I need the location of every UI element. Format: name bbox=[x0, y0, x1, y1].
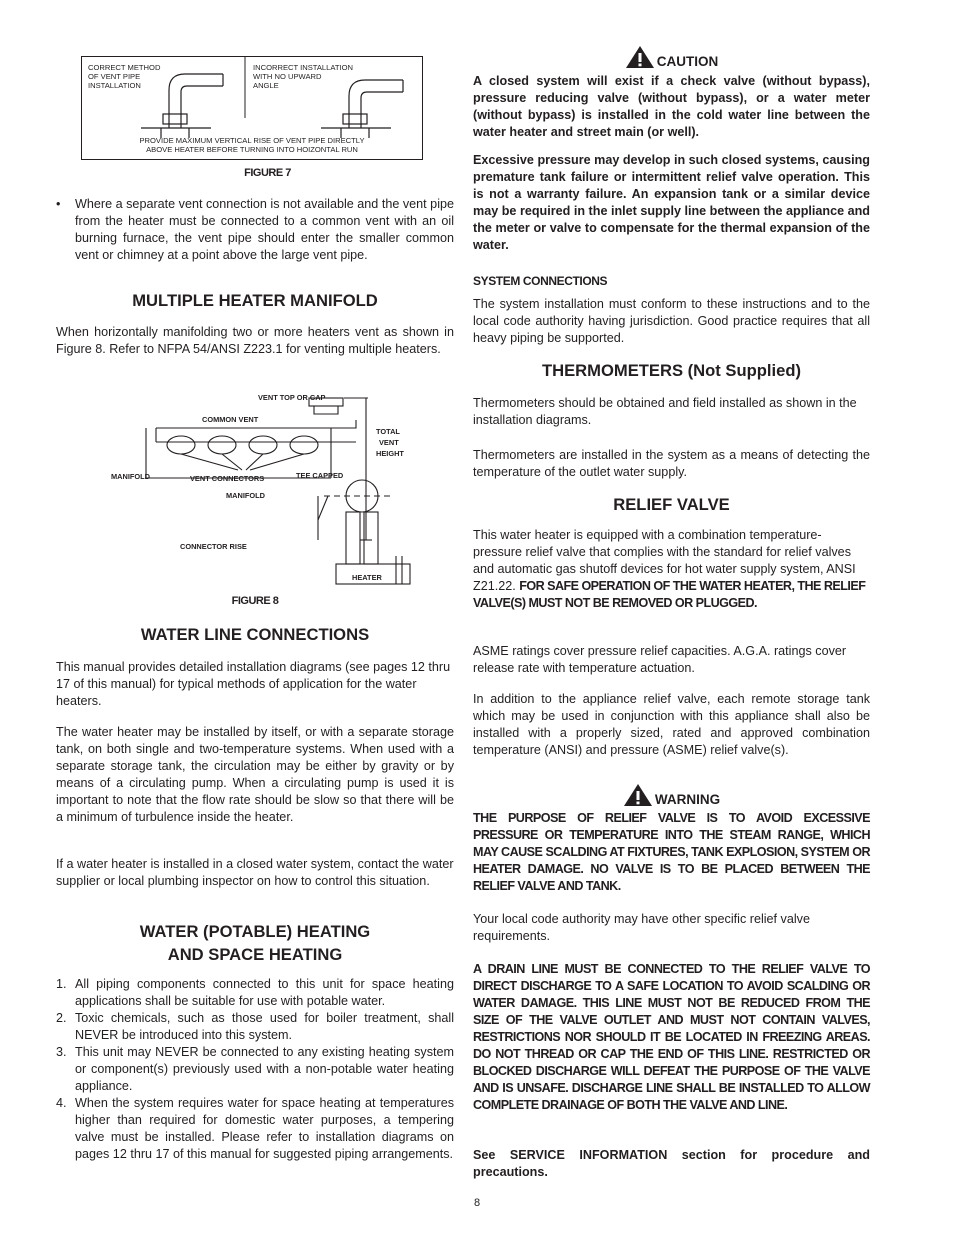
caution-title: CAUTION bbox=[473, 45, 870, 69]
potable-list bbox=[56, 976, 454, 1163]
fig8-manifold-mid-label: MANIFOLD bbox=[226, 491, 265, 500]
system-connections-text: The system installation must conform to these instructions and to the local code authority having jurisdiction. Good practice requires that all heavy piping be supported. bbox=[473, 297, 870, 345]
fig7-correct-line3: INSTALLATION bbox=[88, 81, 141, 90]
potable-item-4: 4. When the system requires water for space heating at temperatures higher than required for domestic water purposes, a tempering valve must be installed. Please refer to installation diagrams on pages 12 thru 17 of this manual for suggested piping arrangements. bbox=[56, 1096, 454, 1161]
figure-7-caption: FIGURE 7 bbox=[244, 167, 291, 179]
fig7-note-line1: PROVIDE MAXIMUM VERTICAL RISE OF VENT PIPE DIRECTLY bbox=[139, 136, 365, 145]
potable-item-3: 3. This unit may NEVER be connected to any existing heating system or component(s) previously used with a non-potable water heating appliance. bbox=[56, 1045, 454, 1093]
fig7-correct-pipe bbox=[141, 74, 223, 138]
water-line-connections-heading: WATER LINE CONNECTIONS bbox=[140, 625, 370, 644]
fig8-manifold-left-label: MANIFOLD bbox=[111, 472, 150, 481]
thermometers-paragraph-2: Thermometers are installed in the system as a means of detecting the temperature of the outlet water supply. bbox=[473, 448, 870, 479]
fig8-connector-rise-label: CONNECTOR RISE bbox=[180, 542, 247, 551]
fig8-vent-label: VENT bbox=[379, 438, 399, 447]
water-line-paragraph-2: The water heater may be installed by itself, or with a separate storage tank, on both single and two-temperature systems. When used with a separate storage tank, the circulation may be either by gravity or by means of a circulating pump. When a circulating pump is used it is important to note that the flow rate should be slow so that there will be a minimum of turbulence inside the heater. bbox=[56, 725, 454, 824]
caution-paragraph-2: Excessive pressure may develop in such closed systems, causing premature tank failure or intermittent relief valve operation. This is not a warranty failure. An expansion tank or a similar device may be required in the inlet supply line between the appliance and the meter or valve to compensate for the thermal expansion of the water. bbox=[473, 153, 870, 252]
figure-8-caption: FIGURE 8 bbox=[231, 595, 279, 607]
page-number: 8 bbox=[473, 1197, 481, 1209]
potable-heading-line-1: WATER (POTABLE) HEATING bbox=[139, 922, 371, 941]
fig8-vent-connectors-label: VENT CONNECTORS bbox=[190, 474, 265, 483]
common-vent-bullet: • Where a separate vent connection is not available and the vent pipe from the heater must be connected to a common vent with an oil burning furnace, the vent pipe should enter the smaller common vent or chimney at a point above the large vent pipe. bbox=[56, 196, 454, 264]
caution-paragraph-1: A closed system will exist if a check valve (without bypass), pressure reducing valve (without bypass), or a water meter (without bypass) is installed in the cold water line between the water heater and street main (or well). bbox=[473, 74, 870, 139]
relief-valve-paragraph-2: ASME ratings cover pressure relief capacities. A.G.A. ratings cover release rate with temperature actuation. bbox=[473, 644, 847, 675]
fig8-total-label: TOTAL bbox=[376, 427, 400, 436]
warning-title: WARNING bbox=[473, 783, 870, 807]
fig7-correct-line2: OF VENT PIPE bbox=[88, 72, 141, 81]
fig8-height-label: HEIGHT bbox=[376, 449, 404, 458]
potable-heading-line-2: AND SPACE HEATING bbox=[167, 945, 343, 964]
thermometers-heading: THERMOMETERS (Not Supplied) bbox=[541, 361, 802, 380]
fig7-incorrect-line2: WITH NO UPWARD bbox=[253, 72, 322, 81]
multiple-heater-manifold-heading: MULTIPLE HEATER MANIFOLD bbox=[132, 291, 378, 310]
fig8-tee-capped-label: TEE CAPPED bbox=[296, 471, 344, 480]
local-code-text: Your local code authority may have other specific relief valve requirements. bbox=[473, 912, 810, 943]
water-line-paragraph-1: This manual provides detailed installation diagrams (see pages 12 thru 17 of this manual) for typical methods of application for the water heaters. bbox=[56, 660, 451, 708]
warning-triangle-icon bbox=[623, 783, 653, 807]
fig7-note-line2: ABOVE HEATER BEFORE TURNING INTO HOIZONTAL RUN bbox=[146, 145, 358, 154]
caution-warning-triangle-icon bbox=[625, 45, 655, 69]
water-line-paragraph-3: If a water heater is installed in a closed water system, contact the water supplier or local plumbing inspector on how to control this situation. bbox=[56, 857, 454, 888]
relief-valve-paragraph-1: This water heater is equipped with a combination temperature-pressure relief valve that complies with the standard for relief valves and automatic gas shutoff devices for hot water supply system, ANSI Z21.22. FOR SAFE OPERATION OF THE WATER HEATER, THE RELIEF VALVE(S) MUST NOT BE REMOVED OR PLUGGED. bbox=[473, 528, 866, 610]
common-vent-list bbox=[56, 196, 454, 264]
relief-valve-heading: RELIEF VALVE bbox=[613, 495, 730, 514]
fig7-incorrect-line3: ANGLE bbox=[253, 81, 279, 90]
drain-line-warning-text: A DRAIN LINE MUST BE CONNECTED TO THE RELIEF VALVE TO DIRECT DISCHARGE TO A SAFE LOCATION TO AVOID SCALDING OR WATER DAMAGE. THIS LINE MUST NOT BE REDUCED FROM THE SIZE OF THE VALVE OUTLET AND MUST NOT CONTAIN VALVES, RESTRICTIONS NOR SHOULD IT BE LOCATED IN FREEZING AREAS. DO NOT THREAD OR CAP THE END OF THIS LINE. RESTRICTED OR BLOCKED DISCHARGE WILL DEFEAT THE PURPOSE OF THE VALVE AND IS UNSAFE. DISCHARGE LINE SHALL BE INSTALLED TO ALLOW COMPLETE DRAINAGE OF BOTH THE VALVE AND LINE. bbox=[473, 962, 870, 1112]
fig7-incorrect-line1: INCORRECT INSTALLATION bbox=[253, 63, 353, 72]
warning-text: THE PURPOSE OF RELIEF VALVE IS TO AVOID EXCESSIVE PRESSURE OR TEMPERATURE INTO THE STEAM RANGE, WHICH MAY CAUSE SCALDING AT FIXTURES, TANK EXPLOSION, SYSTEM OR HEATER DAMAGE. NO VALVE IS TO BE PLACED BETWEEN THE RELIEF VALVE AND TANK. bbox=[473, 811, 870, 893]
fig8-vent-top-label: VENT TOP OR CAP bbox=[258, 393, 326, 402]
fig7-incorrect-pipe bbox=[321, 80, 403, 138]
service-information-note: See SERVICE INFORMATION section for procedure and precautions. bbox=[473, 1148, 870, 1179]
potable-item-1: 1. All piping components connected to this unit for space heating applications shall be suitable for use with potable water. bbox=[56, 977, 454, 1008]
system-connections-heading: SYSTEM CONNECTIONS bbox=[473, 274, 608, 288]
figure-7-vent-pipe-diagram bbox=[81, 56, 423, 160]
fig8-heater-label: HEATER bbox=[352, 573, 382, 582]
fig8-common-vent-label: COMMON VENT bbox=[202, 415, 259, 424]
thermometers-paragraph-1: Thermometers should be obtained and field installed as shown in the installation diagrams. bbox=[473, 396, 857, 427]
fig7-correct-line1: CORRECT METHOD bbox=[88, 63, 161, 72]
potable-item-2: 2. Toxic chemicals, such as those used for boiler treatment, shall NEVER be introduced into this system. bbox=[56, 1011, 454, 1042]
relief-valve-paragraph-3: In addition to the appliance relief valve, each remote storage tank which may be used in conjunction with this appliance shall also be installed with a properly sized, rated and approved combination temperature (ANSI) and pressure (ASME) relief valve(s). bbox=[473, 692, 870, 757]
figure-8-manifold-diagram bbox=[106, 390, 416, 590]
multiple-heater-manifold-text: When horizontally manifolding two or more heaters vent as shown in Figure 8. Refer to NFPA 54/ANSI Z223.1 for venting multiple heaters. bbox=[56, 325, 454, 356]
